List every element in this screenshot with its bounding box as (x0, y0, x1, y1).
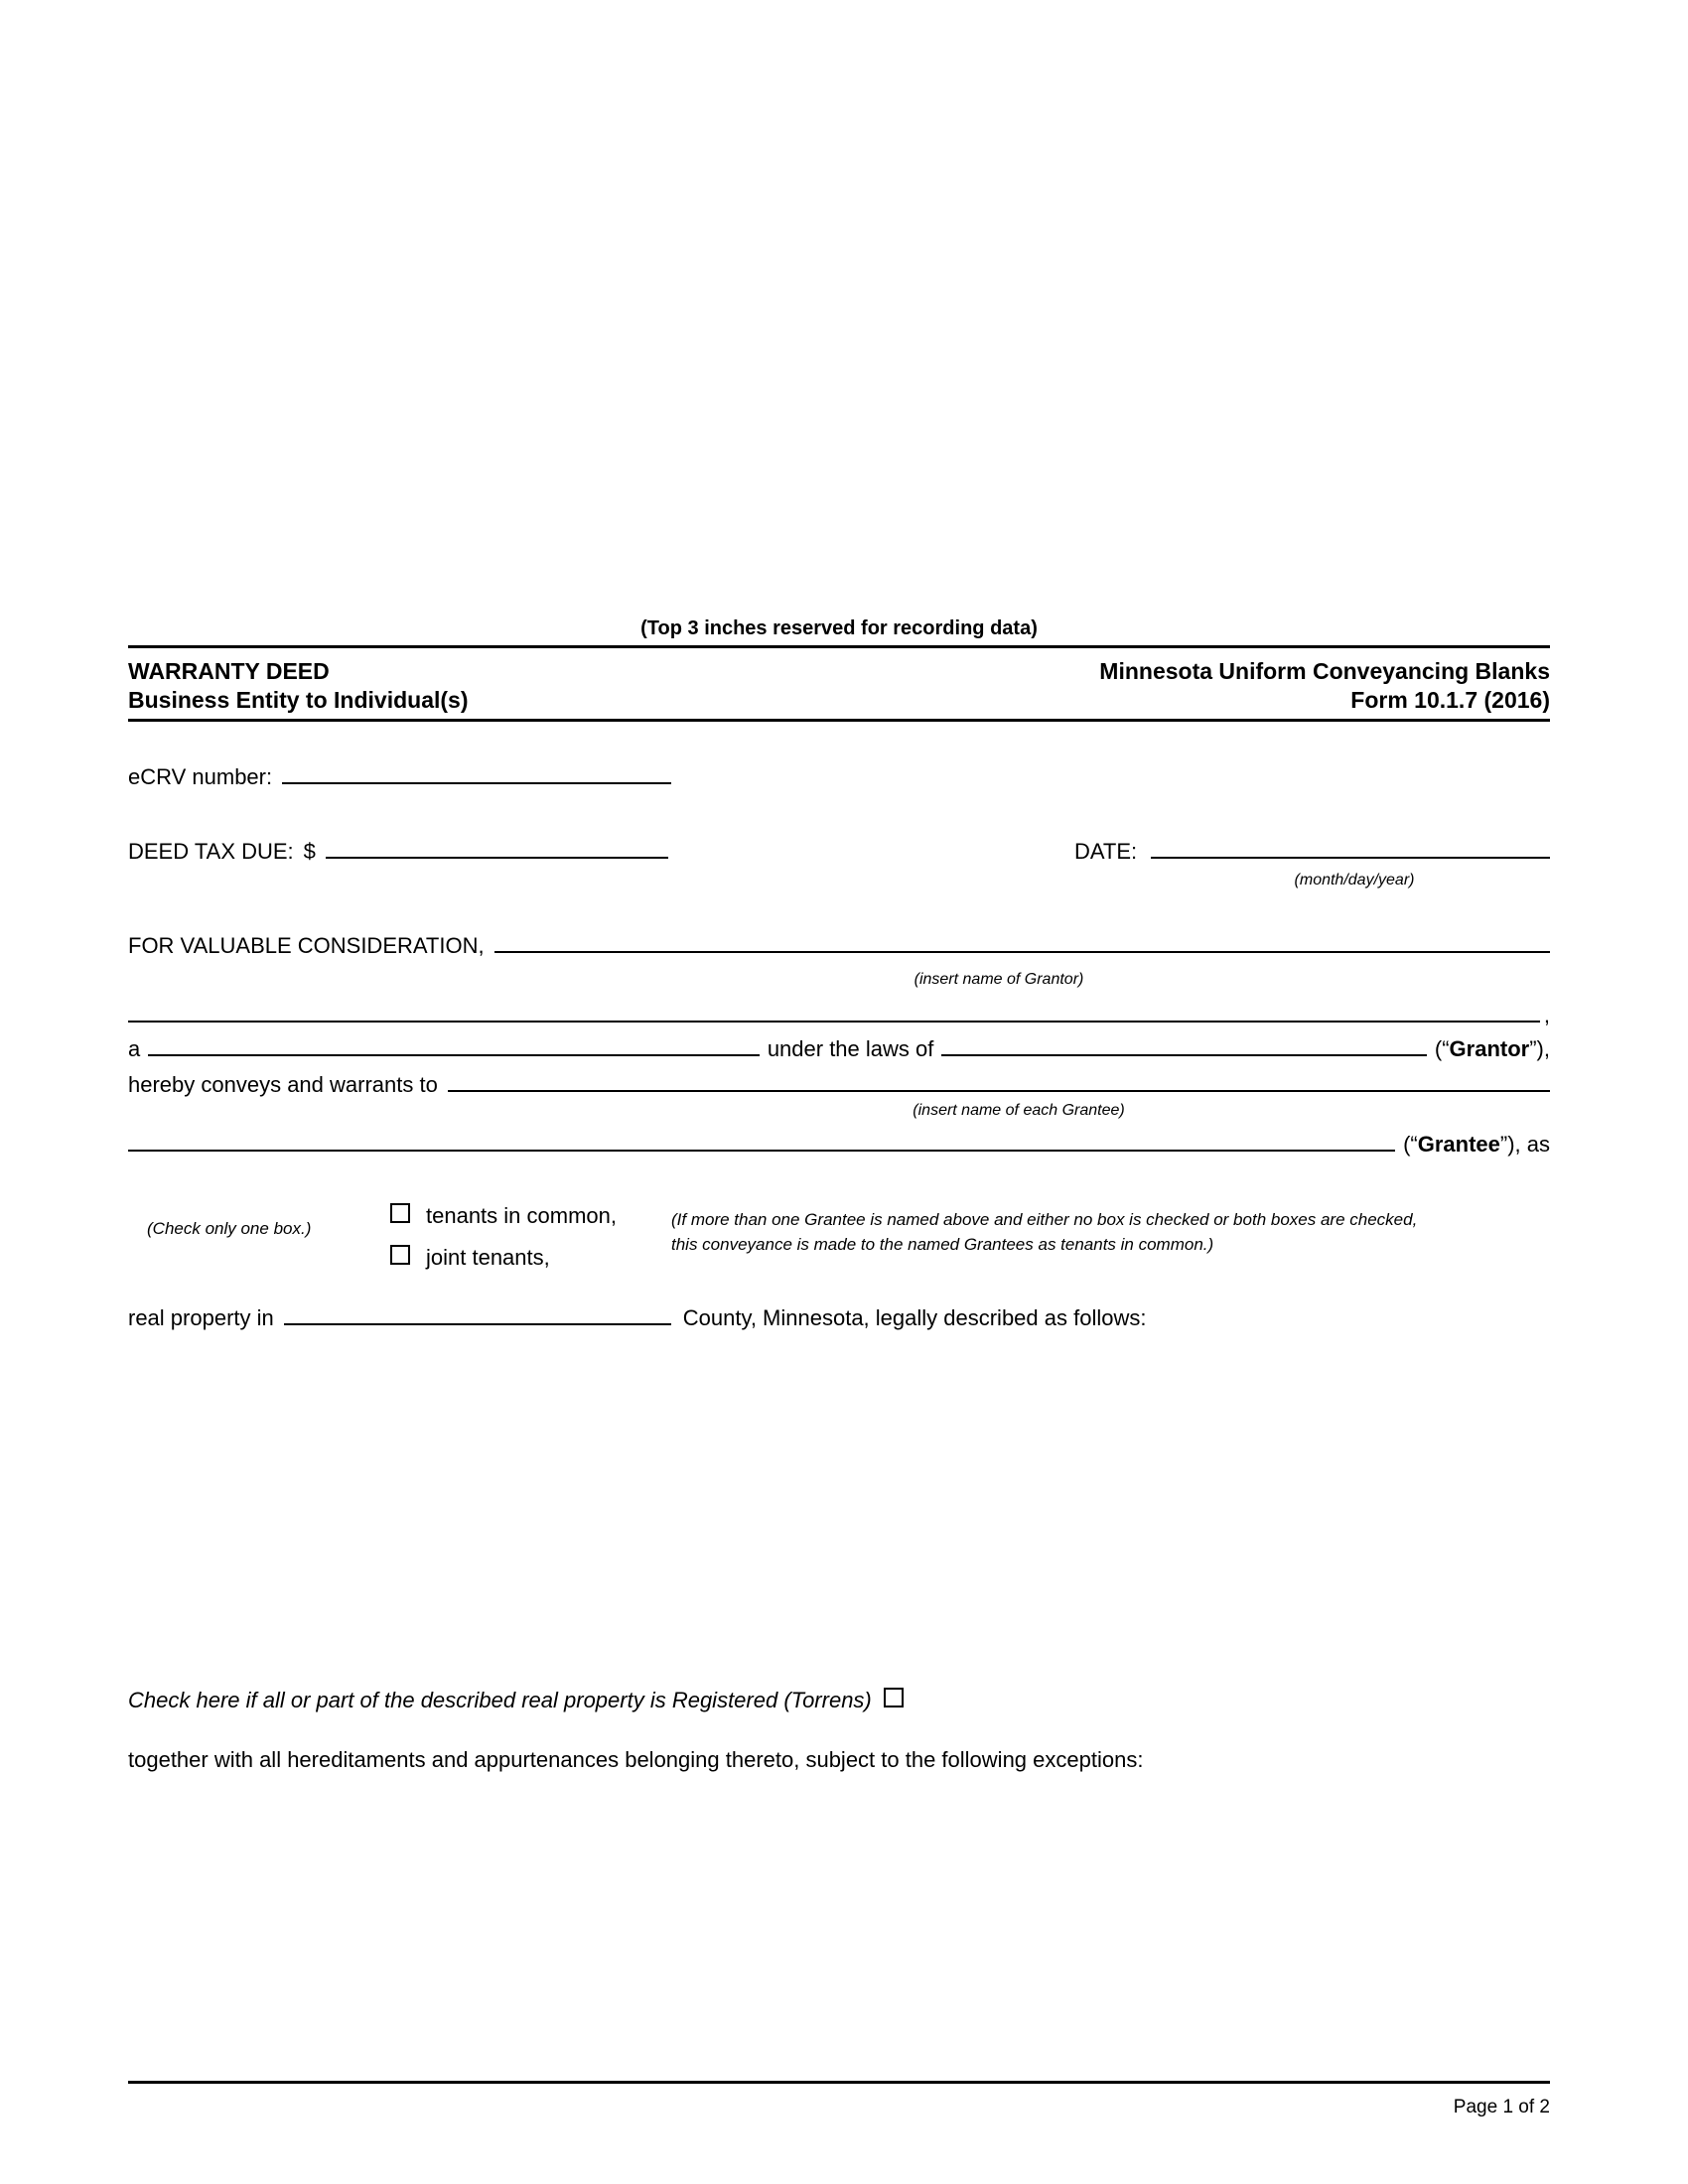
real-property-label: real property in (128, 1305, 274, 1330)
form-title: WARRANTY DEED (128, 658, 330, 684)
date-blank[interactable] (1151, 855, 1550, 859)
torrens-label: Check here if all or part of the described real property is Registered (Torrens) (128, 1688, 872, 1712)
ecrv-number-blank[interactable] (282, 780, 671, 784)
form-subtitle: Business Entity to Individual(s) (128, 687, 469, 713)
joint-tenants-option (390, 1245, 550, 1271)
grantee-designation (1403, 1132, 1550, 1158)
grantor-close-quote: ”), (1529, 1036, 1550, 1061)
county-blank[interactable] (284, 1321, 671, 1325)
conveys-label: hereby conveys and warrants to (128, 1072, 438, 1097)
joint-tenants-checkbox[interactable] (390, 1245, 410, 1265)
form-issuer-block (1099, 657, 1550, 715)
torrens-row (128, 1688, 1550, 1713)
tenants-in-common-checkbox[interactable] (390, 1203, 410, 1223)
page-number: Page 1 of 2 (1453, 2097, 1550, 2117)
date-format-hint: (month/day/year) (1294, 872, 1415, 888)
torrens-checkbox[interactable] (884, 1688, 904, 1707)
form-number: Form 10.1.7 (2016) (1350, 687, 1550, 713)
date-row (1074, 839, 1550, 865)
checkbox-explanation-note (671, 1207, 1495, 1257)
grantor-open-quote: (“ (1434, 1036, 1450, 1061)
under-laws-label: under the laws of (767, 1036, 934, 1061)
conveys-row (128, 1072, 1550, 1098)
grantee-designation-row (128, 1132, 1550, 1158)
grantee-name-blank-1[interactable] (448, 1088, 1550, 1092)
grantor-name-blank-2[interactable] (128, 1019, 1540, 1023)
entity-type-row (128, 1036, 1550, 1062)
dollar-sign: $ (303, 839, 316, 864)
comma-text: , (1543, 1003, 1550, 1027)
form-header (128, 657, 1550, 715)
divider-top (128, 645, 1550, 648)
grantor-word: Grantor (1449, 1036, 1530, 1061)
grantor-name-continuation-row (128, 1003, 1550, 1028)
grantor-designation (1435, 1036, 1550, 1062)
deed-tax-amount-blank[interactable] (326, 855, 668, 859)
hereditaments-label: together with all hereditaments and appurtenances belonging thereto, subject to the following exceptions: (128, 1747, 1144, 1772)
grantee-open-quote: (“ (1403, 1132, 1418, 1157)
grantor-name-blank-1[interactable] (494, 949, 1550, 953)
joint-tenants-label: joint tenants, (426, 1245, 550, 1270)
grantee-name-blank-2[interactable] (128, 1148, 1395, 1152)
ecrv-label: eCRV number: (128, 764, 273, 789)
real-property-row (128, 1305, 1550, 1331)
consideration-label: FOR VALUABLE CONSIDERATION, (128, 933, 485, 958)
hereditaments-row (128, 1747, 1550, 1773)
tenants-in-common-label: tenants in common, (426, 1203, 617, 1228)
deed-tax-label: DEED TAX DUE: (128, 839, 294, 864)
ecrv-row (128, 764, 1550, 790)
recording-reserved-note: (Top 3 inches reserved for recording data) (640, 617, 1038, 639)
entity-type-blank[interactable] (148, 1052, 760, 1056)
checkbox-note-line2: this conveyance is made to the named Grantees as tenants in common.) (671, 1235, 1214, 1254)
form-title-block (128, 657, 468, 715)
divider-bottom (128, 2081, 1550, 2084)
date-label: DATE: (1074, 839, 1138, 864)
grantee-word: Grantee (1417, 1132, 1500, 1157)
tenants-in-common-option (390, 1203, 617, 1229)
grantor-name-hint: (insert name of Grantor) (914, 971, 1084, 988)
deed-tax-row (128, 839, 823, 865)
issuer-name: Minnesota Uniform Conveyancing Blanks (1099, 658, 1550, 684)
check-only-one-box-hint: (Check only one box.) (147, 1219, 312, 1238)
a-label: a (128, 1036, 141, 1061)
county-label: County, Minnesota, legally described as follows: (682, 1305, 1147, 1330)
state-blank[interactable] (941, 1052, 1427, 1056)
consideration-row (128, 933, 1550, 959)
checkbox-note-line1: (If more than one Grantee is named above and either no box is checked or both boxes are checked, (671, 1210, 1418, 1229)
divider-header (128, 719, 1550, 722)
grantee-close-quote: ”), as (1499, 1132, 1550, 1157)
grantee-name-hint: (insert name of each Grantee) (913, 1102, 1125, 1119)
